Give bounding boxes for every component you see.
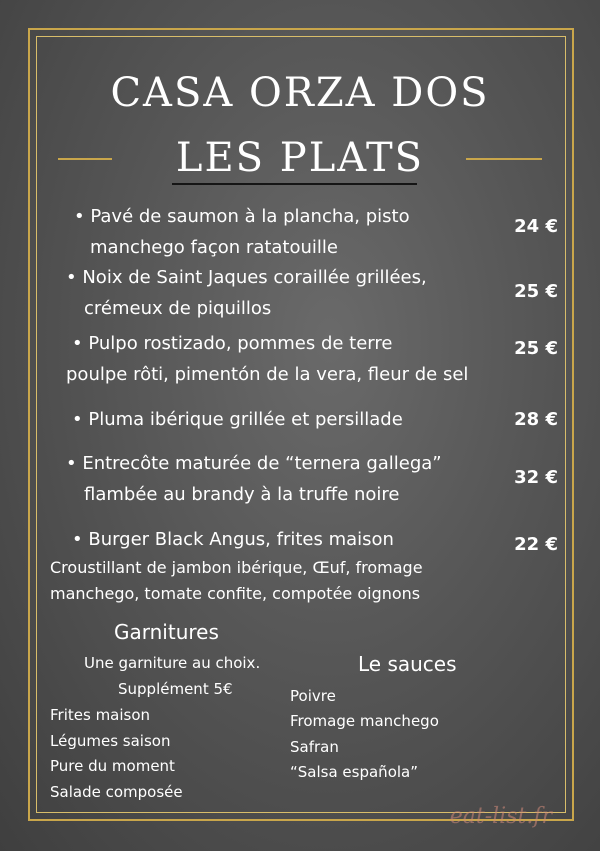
- sauce-item: “Salsa española”: [290, 763, 418, 781]
- garniture-item: Pure du moment: [50, 757, 175, 775]
- dish-5-line2: flambée au brandy à la truffe noire: [84, 484, 400, 505]
- garnitures-note2: Supplément 5€: [118, 680, 233, 698]
- section-title: LES PLATS: [175, 135, 425, 181]
- dish-4-line1: • Pluma ibérique grillée et persillade: [72, 409, 403, 430]
- restaurant-name: CASA ORZA DOS: [110, 70, 490, 116]
- dish-5-price: 32 €: [514, 467, 558, 488]
- dish-1-line2: manchego façon ratatouille: [90, 237, 338, 258]
- dish-6-line3: manchego, tomate confite, compotée oignons: [50, 584, 421, 603]
- sauce-item: Safran: [290, 738, 339, 756]
- title-ornament-right: [466, 158, 542, 160]
- dish-1-line1: • Pavé de saumon à la plancha, pisto: [74, 206, 410, 227]
- title-underline: [172, 183, 417, 185]
- sauces-title: Le sauces: [358, 652, 457, 676]
- dish-6-line2: Croustillant de jambon ibérique, Œuf, fromage: [50, 558, 423, 577]
- garnitures-title: Garnitures: [114, 620, 219, 644]
- dish-2-price: 25 €: [514, 281, 558, 302]
- dish-5-line1: • Entrecôte maturée de “ternera gallega”: [66, 453, 442, 474]
- dish-4-price: 28 €: [514, 409, 558, 430]
- sauce-item: Fromage manchego: [290, 712, 439, 730]
- garniture-item: Salade composée: [50, 783, 183, 801]
- garnitures-note1: Une garniture au choix.: [84, 654, 261, 672]
- dish-3-line2: poulpe rôti, pimentón de la vera, fleur de sel: [66, 364, 469, 385]
- dish-3-price: 25 €: [514, 338, 558, 359]
- dish-3-line1: • Pulpo rostizado, pommes de terre: [72, 333, 393, 354]
- garniture-item: Frites maison: [50, 706, 151, 724]
- watermark: eat-list.fr: [449, 804, 552, 829]
- dish-2-line1: • Noix de Saint Jaques coraillée grillées,: [66, 267, 427, 288]
- sauce-item: Poivre: [290, 687, 336, 705]
- garniture-item: Légumes saison: [50, 732, 171, 750]
- dish-6-line1: • Burger Black Angus, frites maison: [72, 529, 394, 550]
- dish-6-price: 22 €: [514, 534, 558, 555]
- dish-1-price: 24 €: [514, 216, 558, 237]
- dish-2-line2: crémeux de piquillos: [84, 298, 272, 319]
